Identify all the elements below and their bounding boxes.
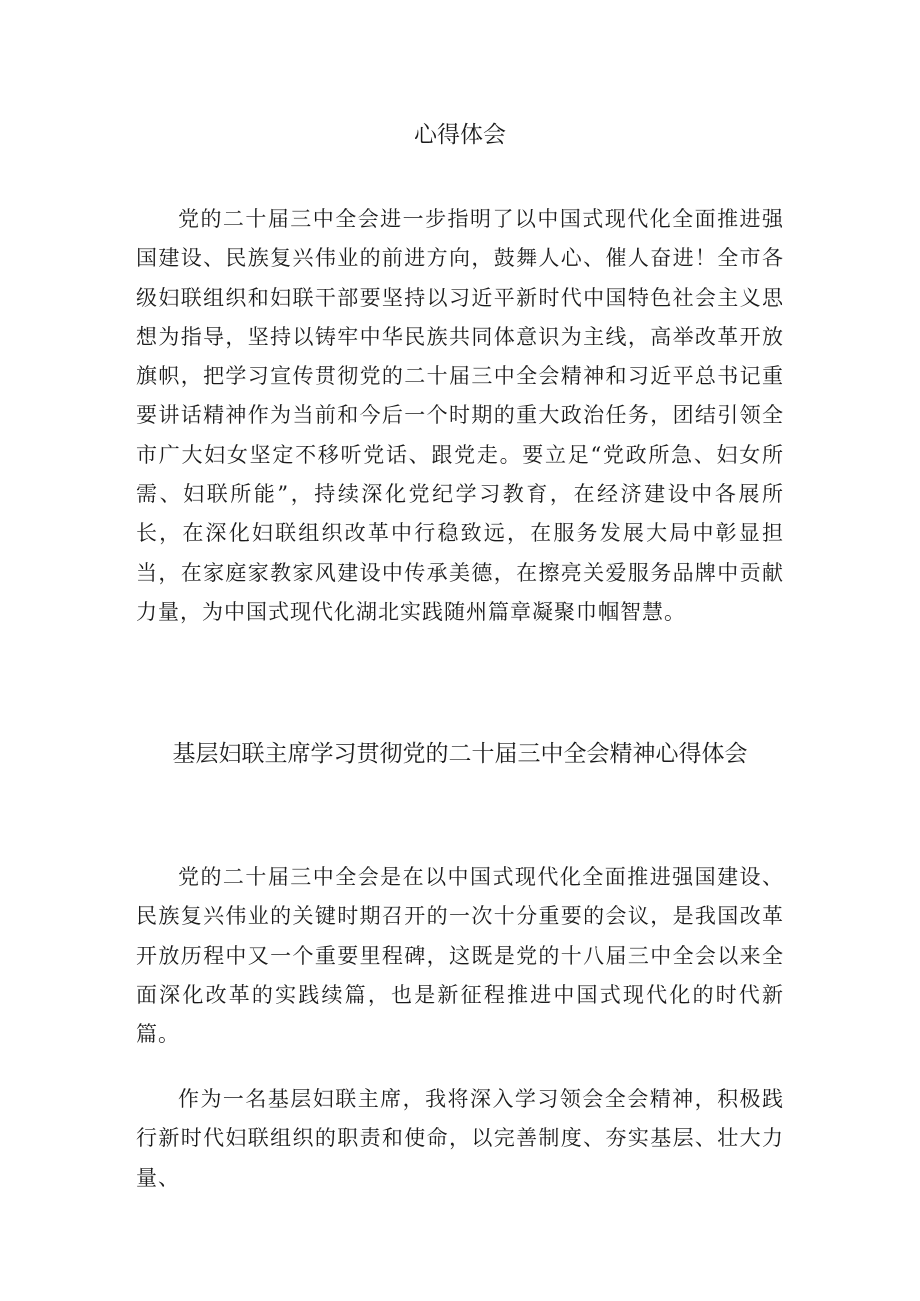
section-1-title: 心得体会	[414, 122, 506, 148]
section-2-title: 基层妇联主席学习贯彻党的二十届三中全会精神心得体会	[172, 741, 748, 767]
section-2-paragraph-1: 党的二十届三中全会是在以中国式现代化全面推进强国建设、民族复兴伟业的关键时期召开的一次十分重要的会议，是我国改革开放历程中又一个重要里程碑，这既是党的十八届三中全会以来全面深化改革的实践续篇，也是新征程推进中国式现代化的时代新篇。	[136, 865, 784, 1047]
section-2-paragraph-2: 作为一名基层妇联主席，我将深入学习领会全会精神，积极践行新时代妇联组织的职责和使命，以完善制度、夯实基层、壮大力量、	[136, 1087, 784, 1190]
section-1-paragraph: 党的二十届三中全会进一步指明了以中国式现代化全面推进强国建设、民族复兴伟业的前进方向，鼓舞人心、催人奋进！全市各级妇联组织和妇联干部要坚持以习近平新时代中国特色社会主义思想为指导，坚持以铸牢中华民族共同体意识为主线，高举改革开放旗帜，把学习宣传贯彻党的二十届三中全会精神和习近平总书记重要讲话精神作为当前和今后一个时期的重大政治任务，团结引领全市广大妇女坚定不移听党话、跟党走。要立足“党政所急、妇女所需、妇联所能”，持续深化党纪学习教育，在经济建设中各展所长，在深化妇联组织改革中行稳致远，在服务发展大局中彰显担当，在家庭家教家风建设中传承美德，在擦亮关爱服务品牌中贡献力量，为中国式现代化湖北实践随州篇章凝聚巾帼智慧。	[136, 207, 784, 624]
